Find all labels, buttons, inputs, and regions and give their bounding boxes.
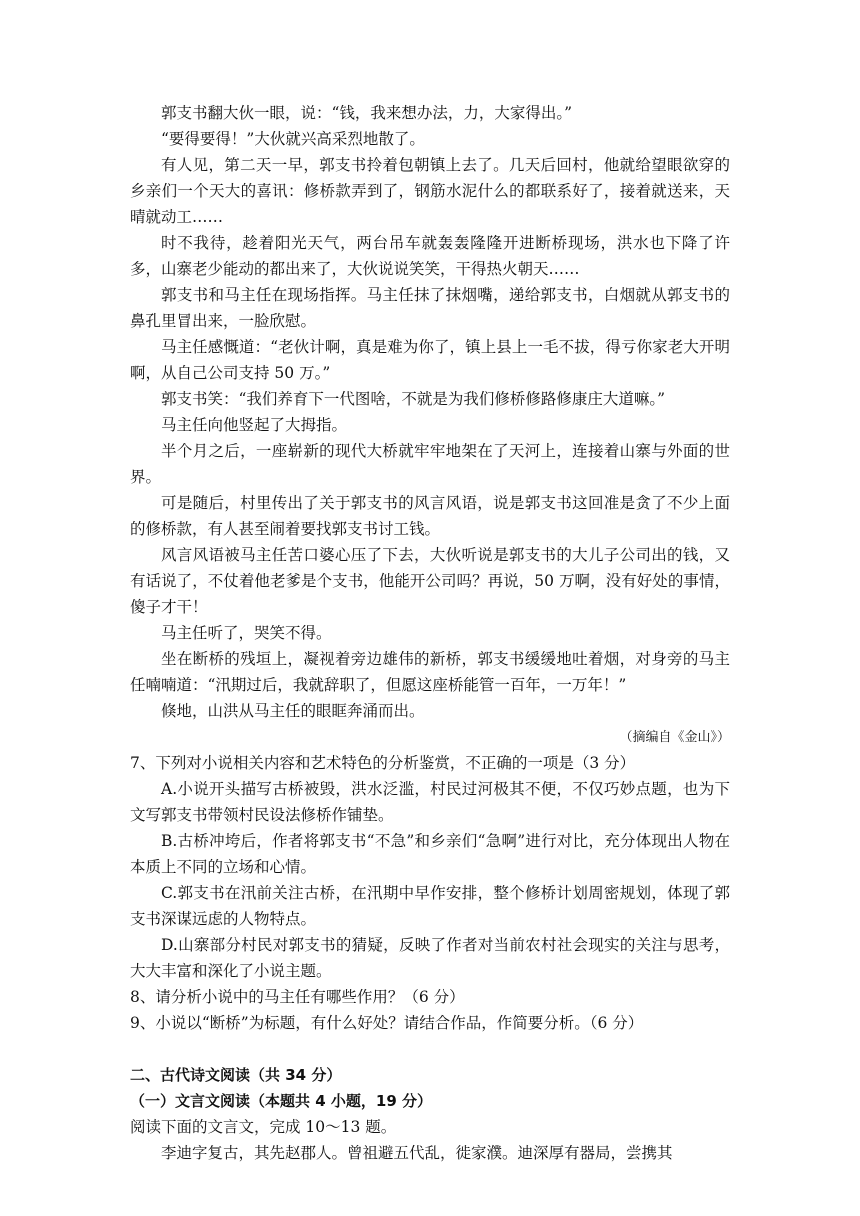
story-paragraph: 风言风语被马主任苦口婆心压了下去，大伙听说是郭支书的大儿子公司出的钱，又有话说了，不仗着他老爹是个支书，他能开公司吗？再说，50 万啊，没有好处的事情，傻子才干！ — [130, 546, 730, 616]
classical-passage: 李迪字复古，其先赵郡人。曾祖避五代乱，徙家濮。迪深厚有器局，尝携其 — [161, 1144, 673, 1162]
story-paragraph: 可是随后，村里传出了关于郭支书的风言风语，说是郭支书这回准是贪了不少上面的修桥款，有人甚至闹着要找郭支书讨工钱。 — [130, 494, 730, 538]
section-heading: 二、古代诗文阅读（共 34 分） — [130, 1066, 342, 1084]
question-7-option-d: D.山寨部分村民对郭支书的猜疑，反映了作者对当前农村社会现实的关注与思考，大大丰富和深化了小说主题。 — [130, 936, 730, 980]
story-paragraph: 郭支书笑：“我们养育下一代图啥，不就是为我们修桥修路修康庄大道嘛。” — [161, 390, 666, 408]
story-paragraph: 坐在断桥的残垣上，凝视着旁边雄伟的新桥，郭支书缓缓地吐着烟，对身旁的马主任喃喃道：“汛期过后，我就辞职了，但愿这座桥能管一百年，一万年！” — [130, 650, 730, 694]
section-gap — [130, 1036, 730, 1062]
story-paragraph: 时不我待，趁着阳光天气，两台吊车就轰轰隆隆开进断桥现场，洪水也下降了许多，山寨老少能动的都出来了，大伙说说笑笑，干得热火朝天…… — [130, 234, 730, 278]
story-paragraph: 有人见，第二天一早，郭支书拎着包朝镇上去了。几天后回村，他就给望眼欲穿的乡亲们一个天大的喜讯：修桥款弄到了，钢筋水泥什么的都联系好了，接着就送来，天晴就动工…… — [130, 156, 730, 226]
document-content — [130, 100, 730, 1166]
reading-instruction: 阅读下面的文言文，完成 10～13 题。 — [130, 1118, 397, 1136]
question-7-option-b: B.古桥冲垮后，作者将郭支书“不急”和乡亲们“急啊”进行对比，充分体现出人物在本质上不同的立场和心情。 — [130, 832, 730, 876]
story-paragraph: 倏地，山洪从马主任的眼眶奔涌而出。 — [161, 702, 425, 720]
story-paragraph: “要得要得！”大伙就兴高采烈地散了。 — [161, 130, 425, 148]
question-7: 7、下列对小说相关内容和艺术特色的分析鉴赏，不正确的一项是（3 分） — [130, 754, 636, 772]
subsection-heading: （一）文言文阅读（本题共 4 小题，19 分） — [130, 1092, 432, 1110]
question-7-option-a: A.小说开头描写古桥被毁，洪水泛滥，村民过河极其不便，不仅巧妙点题，也为下文写郭支书带领村民设法修桥作铺垫。 — [130, 780, 730, 824]
question-9: 9、小说以“断桥”为标题，有什么好处？请结合作品，作简要分析。（6 分） — [130, 1014, 644, 1032]
story-paragraph: 郭支书和马主任在现场指挥。马主任抹了抹烟嘴，递给郭支书，白烟就从郭支书的鼻孔里冒出来，一脸欣慰。 — [130, 286, 730, 330]
question-7-option-c: C.郭支书在汛前关注古桥，在汛期中早作安排，整个修桥计划周密规划，体现了郭支书深谋远虑的人物特点。 — [130, 884, 730, 928]
story-paragraph: 马主任听了，哭笑不得。 — [161, 624, 332, 642]
question-8: 8、请分析小说中的马主任有哪些作用？（6 分） — [130, 988, 465, 1006]
story-paragraph: 马主任向他竖起了大拇指。 — [161, 416, 348, 434]
story-paragraph: 马主任感慨道：“老伙计啊，真是难为你了，镇上县上一毛不拔，得亏你家老大开明啊，从自己公司支持 50 万。” — [130, 338, 730, 382]
story-paragraph: 半个月之后，一座崭新的现代大桥就牢牢地架在了天河上，连接着山寨与外面的世界。 — [130, 442, 730, 486]
story-paragraph: 郭支书翻大伙一眼，说：“钱，我来想办法，力，大家得出。” — [161, 104, 573, 122]
story-source: （摘编自《金山》） — [619, 730, 730, 745]
